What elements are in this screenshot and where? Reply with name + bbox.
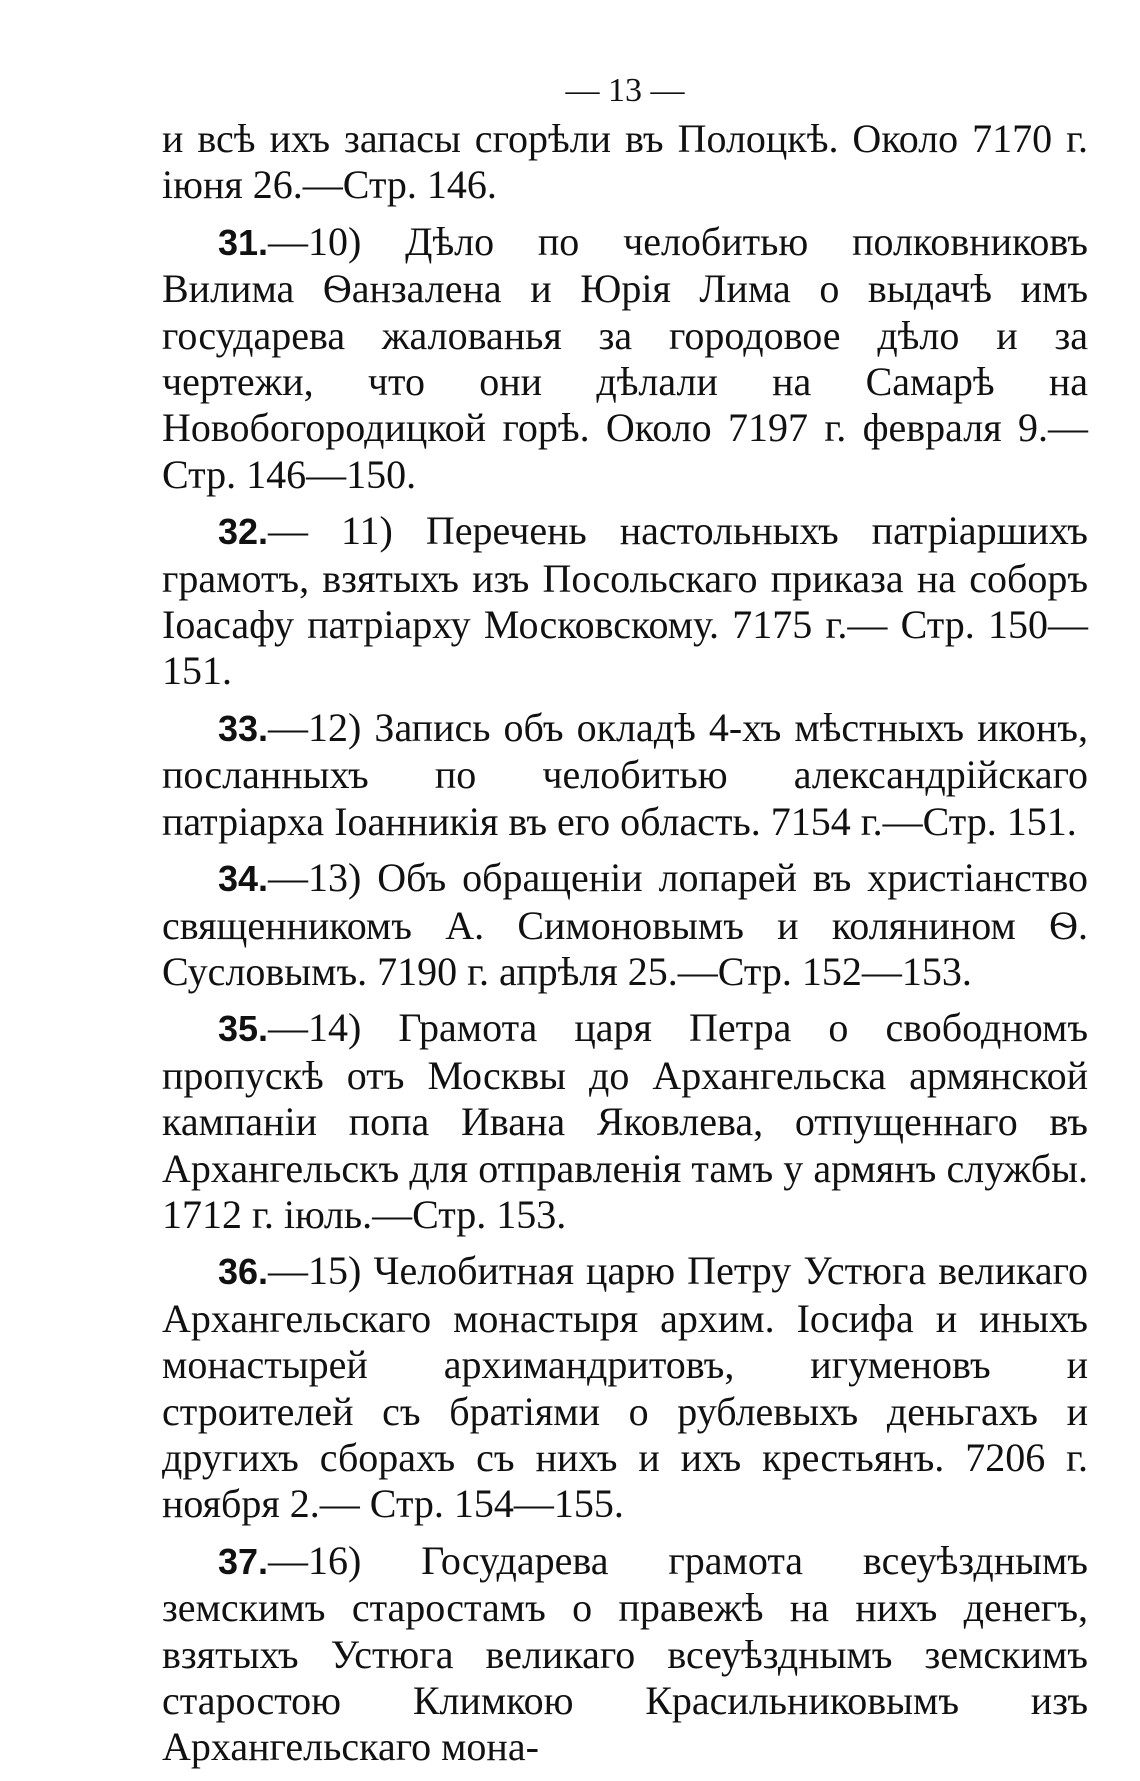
- document-page: [162, 68, 1088, 1781]
- entry-36: [162, 1248, 1088, 1527]
- entry-number: 34.: [218, 858, 269, 900]
- entry-text: —16) Государева грамота всеуѣзднымъ земскимъ старостамъ о правежѣ на нихъ денегъ, взятыхъ Устюга великаго всеуѣзднымъ земскимъ старостою Климкою Красильниковымъ изъ Архангельскаго мона-: [162, 1537, 1088, 1770]
- entry-number: 35.: [218, 1008, 269, 1050]
- entry-text: —13) Объ обращеніи лопарей въ христіанство священникомъ А. Симоновымъ и колянином Ѳ. Сусловымъ. 7190 г. апрѣля 25.—Стр. 152—153.: [162, 855, 1088, 994]
- entry-37: [162, 1538, 1088, 1771]
- entry-number: 36.: [218, 1251, 269, 1293]
- entry-34: [162, 855, 1088, 995]
- entry-number: 31.: [218, 221, 269, 263]
- page-number: — 13 —: [565, 72, 685, 109]
- entry-text: —15) Челобитная царю Петру Устюга великаго Архангельскаго монастыря архим. Іосифа и иныхъ монастырей архимандритовъ, игуменовъ и строителей съ братіями о рублевыхъ деньгахъ и другихъ сборахъ съ нихъ и ихъ крестьянъ. 7206 г. ноября 2.— Стр. 154—155.: [162, 1248, 1088, 1527]
- entry-number: 37.: [218, 1540, 269, 1582]
- entry-32: [162, 508, 1088, 695]
- entry-text: —12) Запись объ окладѣ 4-хъ мѣстныхъ иконъ, посланныхъ по челобитью александрійскаго патріарха Іоанникія въ его область. 7154 г.—Стр. 151.: [162, 704, 1088, 844]
- continuation-paragraph: и всѣ ихъ запасы сгорѣли въ Полоцкѣ. Около 7170 г. іюня 26.—Стр. 146.: [162, 116, 1088, 208]
- entry-35: [162, 1005, 1088, 1238]
- entry-text: —14) Грамота царя Петра о свободномъ пропускѣ отъ Москвы до Архангельска армянской кампаніи попа Ивана Яковлева, отпущеннаго въ Архангельскъ для отправленія тамъ у армянъ службы. 1712 г. іюль.—Стр. 153.: [162, 1005, 1088, 1237]
- entry-number: 32.: [218, 511, 269, 553]
- entry-text: —10) Дѣло по челобитью полковниковъ Вилима Ѳанзалена и Юрія Лима о выдачѣ имъ государева жалованья за городовое дѣло и за чертежи, что они дѣлали на Самарѣ на Новобогородицкой горѣ. Около 7197 г. февраля 9.—Стр. 146—150.: [162, 218, 1088, 497]
- entry-text: — 11) Перечень настольныхъ патріаршихъ грамотъ, взятыхъ изъ Посольскаго приказа на соборъ Іоасафу патріарху Московскому. 7175 г.— Стр. 150—151.: [162, 508, 1088, 694]
- entry-33: [162, 705, 1088, 845]
- entry-number: 33.: [218, 707, 269, 749]
- entry-31: [162, 219, 1088, 498]
